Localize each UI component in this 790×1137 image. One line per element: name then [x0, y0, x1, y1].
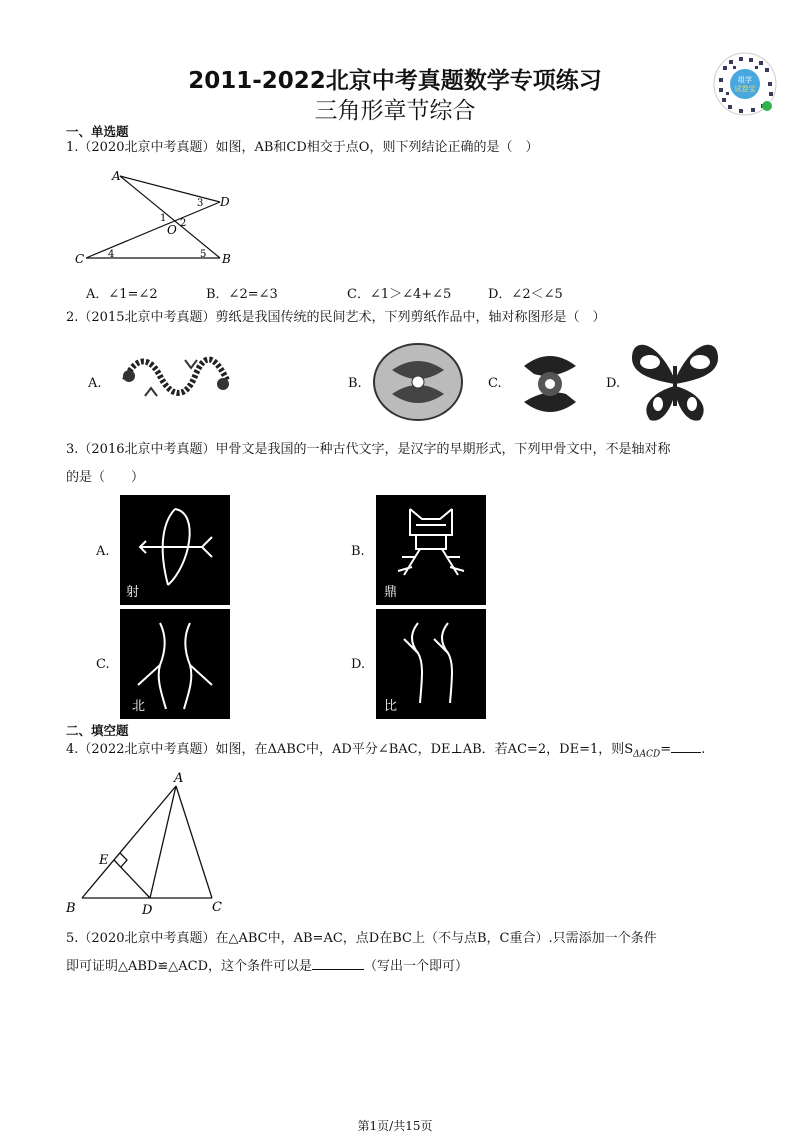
glyph-label-ding: 鼎: [384, 585, 398, 600]
section-heading-1: 一、单选题: [66, 124, 129, 139]
q1-option-a: A．∠1=∠2: [86, 287, 158, 302]
q4-label-B: B: [66, 901, 76, 916]
glyph-label-bi: 比: [384, 699, 398, 714]
q1-angle-3: 3: [197, 198, 204, 209]
q1-option-d: D．∠2＜∠5: [488, 287, 563, 302]
q1-angle-1: 1: [160, 213, 167, 224]
q1-label-O: O: [167, 223, 177, 237]
q4-answer-blank[interactable]: [671, 740, 701, 753]
q3-option-c: C.: [96, 657, 110, 672]
q2-option-a: A.: [88, 376, 102, 391]
q1-option-c: C．∠1＞∠4+∠5: [347, 287, 452, 302]
glyph-label-bei: 北: [132, 699, 146, 714]
papercut-fish-circle-image: [372, 342, 464, 422]
page-subtitle: 三角形章节综合: [314, 98, 476, 124]
oracle-glyph-she: [120, 495, 230, 605]
q1-label-B: B: [222, 252, 231, 266]
q1-label-D: D: [220, 195, 230, 209]
question-1-text: 1.（2020北京中考真题）如图，AB和CD相交于点O，则下列结论正确的是（ ）: [66, 140, 539, 155]
q1-label-A: A: [112, 169, 121, 183]
qr-text-1: 组学: [738, 76, 752, 84]
q1-option-b: B．∠2=∠3: [206, 287, 278, 302]
q4-label-E: E: [99, 853, 109, 868]
papercut-fish-pair-image: [514, 346, 586, 422]
papercut-butterfly-image: [628, 340, 722, 424]
q4-label-D: D: [142, 903, 153, 918]
q2-option-d: D.: [606, 376, 621, 391]
question-3-text-line2: 的是（ ）: [66, 470, 145, 485]
question-1-figure: [70, 166, 240, 270]
q1-angle-5: 5: [200, 249, 207, 260]
oracle-glyph-ding: [376, 495, 486, 605]
q1-angle-2: 2: [180, 218, 187, 229]
papercut-dragon-image: [115, 346, 235, 414]
page-title: 2011-2022北京中考真题数学专项练习: [188, 68, 602, 94]
qr-code: [713, 52, 777, 116]
question-3-text-line1: 3.（2016北京中考真题）甲骨文是我国的一种古代文字，是汉字的早期形式，下列甲骨文中，不是轴对称: [66, 442, 671, 457]
q3-option-b: B.: [351, 544, 365, 559]
q4-subscript: ΔACD: [633, 749, 661, 760]
question-4-text: 4.（2022北京中考真题）如图，在ΔABC中，AD平分∠BAC，DE⊥AB．若AC=2，DE=1，则$S_{\Delta ACD}=$ .: [66, 742, 706, 760]
question-2-text: 2.（2015北京中考真题）剪纸是我国传统的民间艺术，下列剪纸作品中，轴对称图形是（ ）: [66, 310, 606, 325]
q5-answer-blank[interactable]: [312, 957, 364, 970]
question-5-line1: 5.（2020北京中考真题）在△ABC中，AB=AC，点D在BC上（不与点B，C重合）.只需添加一个条件: [66, 931, 657, 946]
section-heading-2: 二、填空题: [66, 723, 129, 738]
q4-label-C: C: [212, 900, 222, 915]
q1-angle-4: 4: [108, 249, 115, 260]
q3-option-a: A.: [96, 544, 110, 559]
question-4-figure: [62, 768, 232, 918]
q3-option-d: D.: [351, 657, 366, 672]
oracle-glyph-bei: [120, 609, 230, 719]
q2-option-b: B.: [348, 376, 362, 391]
qr-text-2: 试卷宝: [734, 85, 756, 93]
q2-option-c: C.: [488, 376, 502, 391]
q1-label-C: C: [75, 252, 85, 266]
question-5-line2: 即可证明△ABD≌△ACD，这个条件可以是 （写出一个即可）: [66, 959, 469, 974]
page-footer: 第1页/共15页: [357, 1119, 433, 1133]
glyph-label-she: 射: [126, 585, 140, 600]
oracle-glyph-bi: [376, 609, 486, 719]
q4-label-A: A: [174, 771, 184, 786]
